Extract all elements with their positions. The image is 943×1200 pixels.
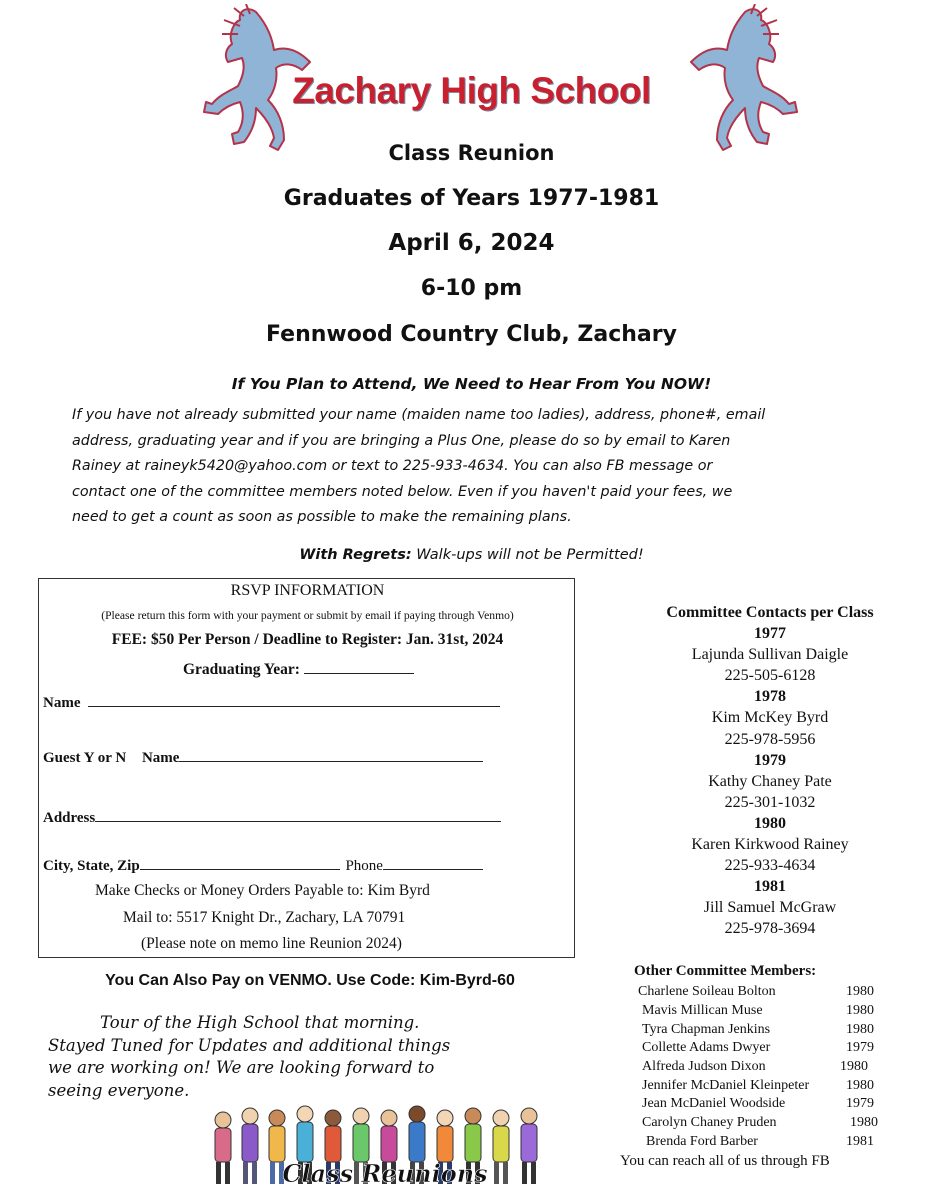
guest-name-label: Name	[141, 750, 180, 766]
committee-contacts	[620, 602, 920, 940]
member-year: 1980	[850, 1115, 878, 1130]
name-row	[43, 692, 500, 712]
guest-label: Guest Y or N	[43, 750, 127, 766]
member-row	[612, 1003, 874, 1022]
contact-name: Jill Samuel McGraw	[703, 899, 837, 917]
contact-name: Lajunda Sullivan Daigle	[691, 646, 849, 664]
contact-year: 1977	[754, 625, 786, 643]
city-label: City, State, Zip	[43, 858, 140, 874]
address-field[interactable]	[95, 807, 501, 822]
member-name: Charlene Soileau Bolton	[638, 984, 776, 999]
member-row	[612, 1096, 874, 1115]
intro-line: Rainey at raineyk5420@yahoo.com or text to 225-933-4634. You can also FB message or	[72, 458, 713, 475]
contact-phone: 225-505-6128	[724, 667, 816, 685]
tour-line: we are working on! We are looking forward to	[48, 1058, 435, 1077]
contact-phone: 225-978-3694	[724, 920, 816, 938]
committee-heading: Committee Contacts per Class	[666, 604, 874, 621]
tour-line: Tour of the High School that morning.	[100, 1013, 420, 1032]
memo-line: (Please note on memo line Reunion 2024)	[141, 935, 402, 952]
address-label: Address	[43, 810, 96, 826]
contact-phone: 225-301-1032	[724, 793, 816, 811]
member-row	[612, 1059, 874, 1078]
member-row	[612, 1022, 874, 1041]
graduating-year-field[interactable]	[304, 659, 414, 674]
event-title: Class Reunion	[388, 141, 555, 165]
rsvp-title: RSVP INFORMATION	[230, 582, 385, 599]
other-members-heading: Other Committee Members:	[634, 963, 817, 979]
rsvp-form	[38, 578, 575, 958]
venmo-note: You Can Also Pay on VENMO. Use Code: Kim-Byrd-60	[105, 972, 515, 989]
rsvp-note: (Please return this form with your payment or submit by email if paying through Venmo)	[101, 609, 514, 622]
member-row	[612, 1078, 874, 1097]
member-year: 1981	[846, 1134, 874, 1149]
member-row	[612, 1040, 874, 1059]
reunion-crowd-clipart	[205, 1098, 550, 1190]
event-time: 6-10 pm	[420, 276, 523, 301]
intro-line: address, graduating year and if you are bringing a Plus One, please do so by email to Karen	[72, 432, 731, 449]
intro-paragraph	[72, 403, 872, 531]
intro-line: need to get a count as soon as possible to make the remaining plans.	[72, 509, 572, 526]
member-name: Jean McDaniel Woodside	[642, 1096, 786, 1111]
member-name: Tyra Chapman Jenkins	[642, 1022, 771, 1037]
member-name: Jennifer McDaniel Kleinpeter	[642, 1078, 810, 1093]
contact-year: 1981	[754, 878, 786, 896]
member-name: Mavis Millican Muse	[642, 1003, 763, 1018]
member-year: 1980	[846, 1078, 874, 1093]
intro-line: contact one of the committee members noted below. Even if you haven't paid your fees, we	[72, 483, 733, 500]
contact-name: Karen Kirkwood Rainey	[691, 836, 849, 854]
tour-line: Stayed Tuned for Updates and additional things	[48, 1035, 451, 1055]
name-field[interactable]	[88, 692, 500, 707]
city-row	[43, 855, 483, 875]
school-title: Zachary High School	[292, 70, 651, 111]
member-year: 1980	[840, 1059, 868, 1074]
rsvp-fee: FEE: $50 Per Person / Deadline to Register: Jan. 31st, 2024	[111, 631, 504, 648]
clipart-caption: Class Reunions	[282, 1159, 488, 1188]
regrets-text: Walk-ups will not be Permitted!	[411, 547, 644, 563]
member-name: Collette Adams Dwyer	[642, 1040, 771, 1055]
graduates-line: Graduates of Years 1977-1981	[283, 186, 660, 211]
regrets-label: With Regrets:	[299, 547, 412, 563]
event-date: April 6, 2024	[388, 230, 555, 256]
tour-paragraph	[48, 1012, 578, 1102]
intro-line: If you have not already submitted your name (maiden name too ladies), address, phone#, email	[72, 407, 766, 423]
reach-us-note: You can reach all of us through FB	[620, 1153, 830, 1169]
member-row	[612, 1115, 878, 1134]
phone-label: Phone	[345, 858, 383, 874]
payable-line: Make Checks or Money Orders Payable to: Kim Byrd	[95, 882, 430, 899]
member-name: Brenda Ford Barber	[646, 1134, 758, 1149]
member-year: 1979	[846, 1040, 874, 1055]
member-year: 1980	[846, 1022, 874, 1037]
member-row	[612, 1134, 874, 1153]
attend-heading: If You Plan to Attend, We Need to Hear From You NOW!	[231, 375, 712, 393]
graduating-year-row	[183, 659, 414, 679]
contact-name: Kim McKey Byrd	[711, 709, 829, 727]
mail-line: Mail to: 5517 Knight Dr., Zachary, LA 70791	[123, 909, 406, 926]
graduating-year-label: Graduating Year:	[183, 661, 300, 678]
member-name: Alfreda Judson Dixon	[642, 1059, 766, 1074]
phone-field[interactable]	[383, 855, 483, 870]
guest-row	[43, 747, 483, 767]
contact-phone: 225-978-5956	[724, 730, 816, 748]
contact-year: 1980	[754, 814, 786, 832]
member-year: 1980	[846, 984, 874, 999]
contact-year: 1979	[754, 751, 786, 769]
guest-name-field[interactable]	[179, 747, 483, 762]
member-name: Carolyn Chaney Pruden	[642, 1115, 777, 1130]
member-row	[612, 984, 874, 1003]
name-label: Name	[43, 695, 81, 711]
contact-phone: 225-933-4634	[724, 857, 816, 875]
contact-name: Kathy Chaney Pate	[708, 772, 832, 790]
member-year: 1980	[846, 1003, 874, 1018]
address-row	[43, 807, 501, 827]
member-year: 1979	[846, 1096, 874, 1111]
tour-line: seeing everyone.	[48, 1080, 190, 1100]
event-venue: Fennwood Country Club, Zachary	[266, 322, 677, 347]
regrets-note	[0, 547, 943, 563]
contact-year: 1978	[754, 688, 786, 706]
city-field[interactable]	[140, 855, 340, 870]
